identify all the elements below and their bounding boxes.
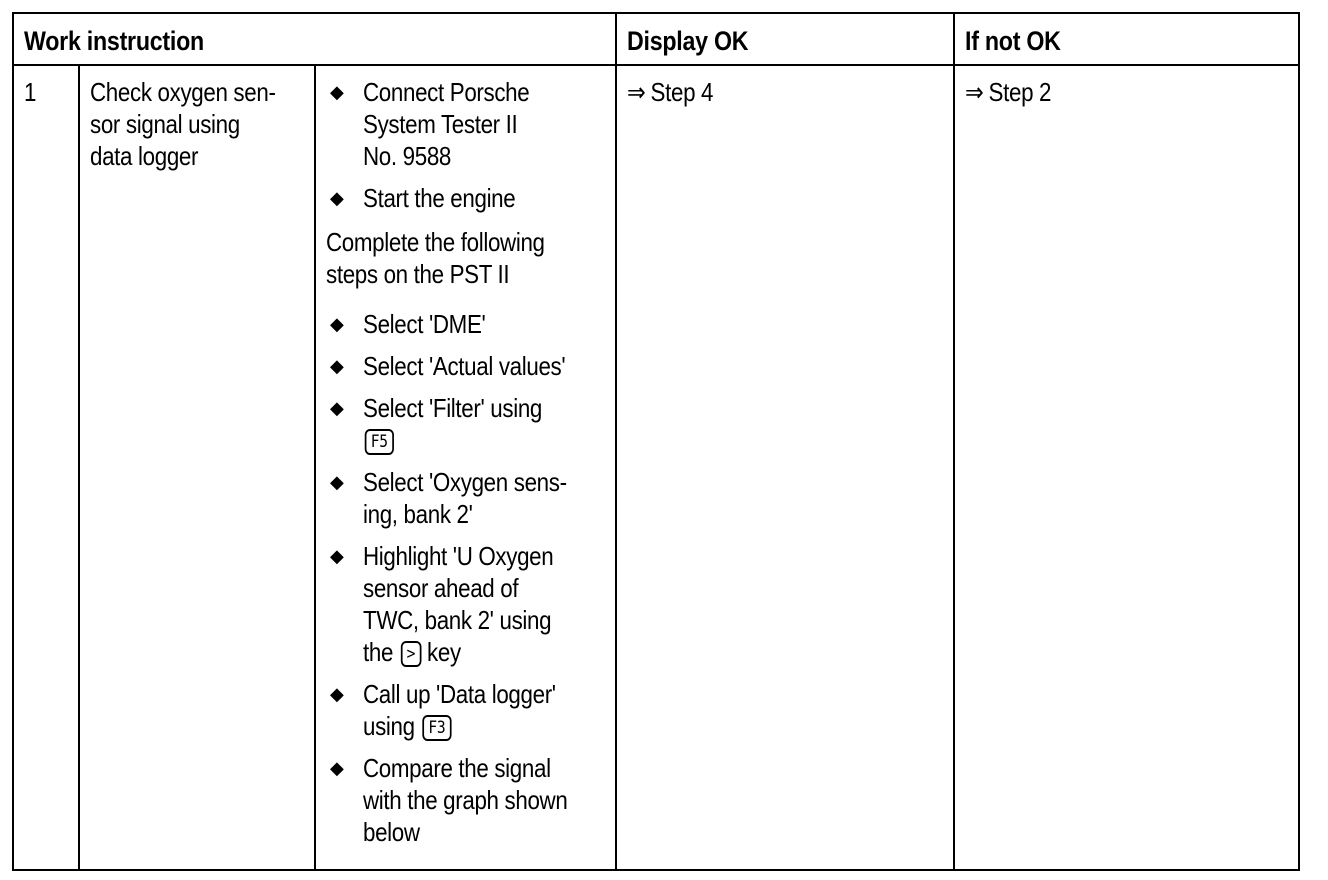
table-row (13, 65, 1299, 870)
f5-key-icon: F5 (365, 429, 394, 455)
list-item: ◆ Highlight 'U Oxygen sensor ahead of TWC, bank 2' using the > key (330, 541, 554, 667)
implies-arrow-icon: ⇒ (627, 77, 646, 107)
if-not-ok-step: Step 2 (988, 77, 1052, 107)
pst-intro-text: Complete the following steps on the PST II (326, 227, 545, 289)
implies-arrow-icon: ⇒ (965, 77, 984, 107)
list-item: ◆ Compare the signal with the graph shown below (330, 753, 568, 847)
list-item: ◆ Call up 'Data logger' using F3 (330, 679, 556, 741)
step-number-cell: 1 (13, 65, 79, 870)
if-not-ok-cell (954, 65, 1299, 870)
work-instruction-table (12, 12, 1300, 871)
bullet-diamond-icon: ◆ (330, 398, 344, 418)
bullet-diamond-icon: ◆ (330, 546, 344, 566)
bullet-diamond-icon: ◆ (330, 82, 344, 102)
list-item: ◆ Connect Porsche System Tester II No. 9588 (330, 77, 530, 171)
f3-key-icon: F3 (422, 715, 451, 741)
header-display-ok: Display OK (616, 13, 954, 65)
step-description: Check oxygen sen- sor signal using data logger (90, 77, 276, 171)
display-ok-cell (616, 65, 954, 870)
bullet-diamond-icon: ◆ (330, 188, 344, 208)
list-item: ◆ Select 'Actual values' (330, 351, 566, 381)
list-item: ◆ Start the engine (330, 183, 516, 213)
list-item: ◆ Select 'Oxygen sens- ing, bank 2' (330, 467, 567, 529)
instructions-cell (315, 65, 616, 870)
bullet-diamond-icon: ◆ (330, 472, 344, 492)
bullet-diamond-icon: ◆ (330, 684, 344, 704)
step-description-cell (79, 65, 315, 870)
work-instruction-page (12, 12, 1298, 865)
display-ok-step: Step 4 (650, 77, 714, 107)
list-item: ◆ Select 'Filter' using F5 (326, 392, 605, 456)
header-row (13, 13, 1299, 65)
bullet-diamond-icon: ◆ (330, 758, 344, 778)
header-if-not-ok: If not OK (954, 13, 1299, 65)
list-item: ◆ Select 'DME' (330, 309, 486, 339)
bullet-diamond-icon: ◆ (330, 356, 344, 376)
bullet-diamond-icon: ◆ (330, 314, 344, 334)
header-work-instruction: Work instruction (13, 13, 616, 65)
right-arrow-key-icon: > (401, 641, 422, 667)
